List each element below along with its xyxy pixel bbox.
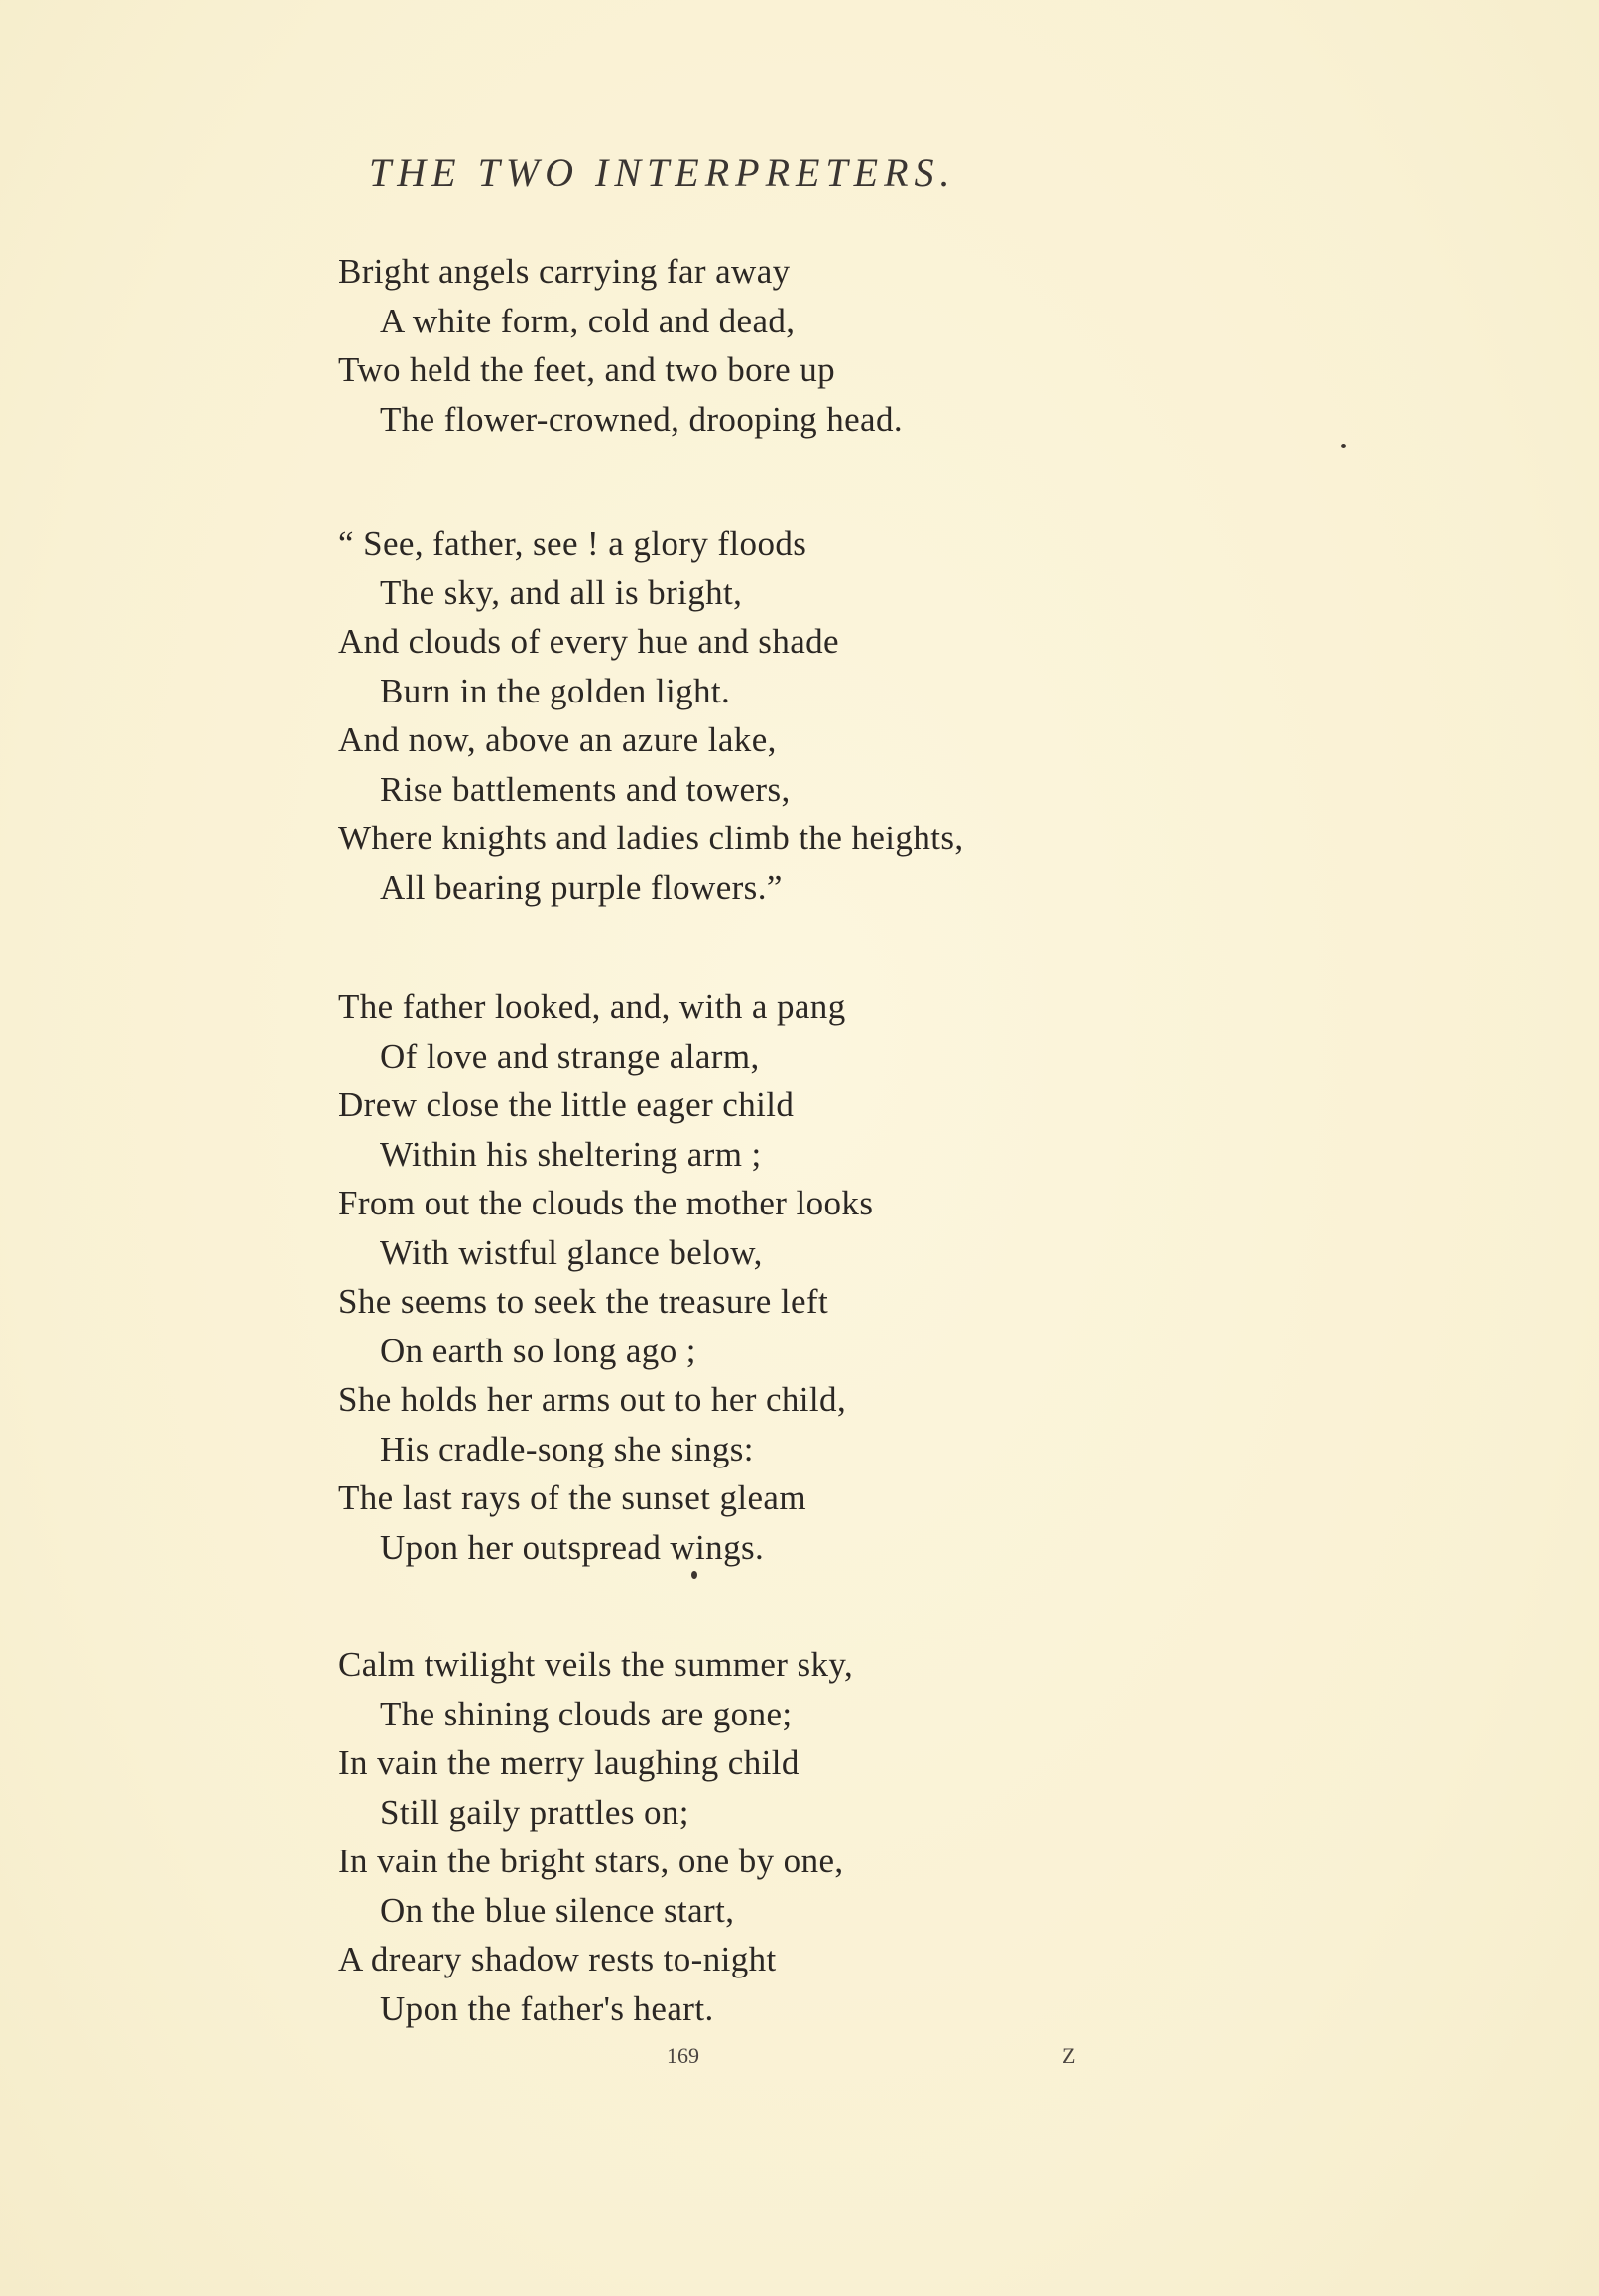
poem-line: All bearing purple flowers.” — [380, 867, 783, 907]
poem-line: The shining clouds are gone; — [380, 1694, 793, 1733]
running-title: THE TWO INTERPRETERS. — [369, 150, 956, 194]
poem-line: Two held the feet, and two bore up — [338, 350, 836, 389]
poem-line: Upon her outspread wings. — [380, 1527, 765, 1567]
ink-speck — [691, 1571, 697, 1579]
poem-line: Burn in the golden light. — [380, 671, 731, 710]
poem-line: Rise battlements and towers, — [380, 769, 791, 809]
poem-line: Bright angels carrying far away — [338, 252, 791, 291]
poem-line: Upon the father's heart. — [380, 1988, 714, 2028]
signature-mark: Z — [1062, 2043, 1076, 2068]
poem-line: Calm twilight veils the summer sky, — [338, 1645, 854, 1684]
poem-line: On earth so long ago ; — [380, 1331, 696, 1370]
poem-line: On the blue silence start, — [380, 1890, 735, 1930]
poem-line: With wistful glance below, — [380, 1232, 763, 1272]
poem-line: “ See, father, see ! a glory floods — [338, 524, 807, 563]
poem-line: Where knights and ladies climb the heights, — [338, 819, 964, 857]
poem-line: And clouds of every hue and shade — [338, 622, 839, 661]
poem-line: In vain the merry laughing child — [338, 1743, 800, 1782]
stanza — [338, 247, 903, 444]
stanza — [338, 982, 873, 1572]
ink-speck — [1341, 444, 1346, 448]
poem-line: In vain the bright stars, one by one, — [338, 1842, 844, 1880]
poem-line: Drew close the little eager child — [338, 1085, 795, 1124]
stanza — [338, 519, 964, 912]
poem-line: She seems to seek the treasure left — [338, 1282, 829, 1321]
poem-line: She holds her arms out to her child, — [338, 1380, 847, 1419]
poem-line: The father looked, and, with a pang — [338, 987, 846, 1026]
poem-line: And now, above an azure lake, — [338, 720, 777, 759]
poem-line: The last rays of the sunset gleam — [338, 1478, 806, 1517]
poem-line: The sky, and all is bright, — [380, 573, 743, 612]
stanza — [338, 1640, 853, 2033]
poem-line: The flower-crowned, drooping head. — [380, 399, 904, 439]
poem-line: Still gaily prattles on; — [380, 1792, 689, 1832]
poem-line: A dreary shadow rests to-night — [338, 1940, 777, 1978]
poem-line: A white form, cold and dead, — [380, 301, 796, 340]
poem-line: From out the clouds the mother looks — [338, 1184, 874, 1222]
poem-line: Within his sheltering arm ; — [380, 1134, 762, 1174]
poem-line: His cradle-song she sings: — [380, 1429, 754, 1468]
poem-line: Of love and strange alarm, — [380, 1036, 760, 1076]
page-number: 169 — [667, 2043, 699, 2068]
